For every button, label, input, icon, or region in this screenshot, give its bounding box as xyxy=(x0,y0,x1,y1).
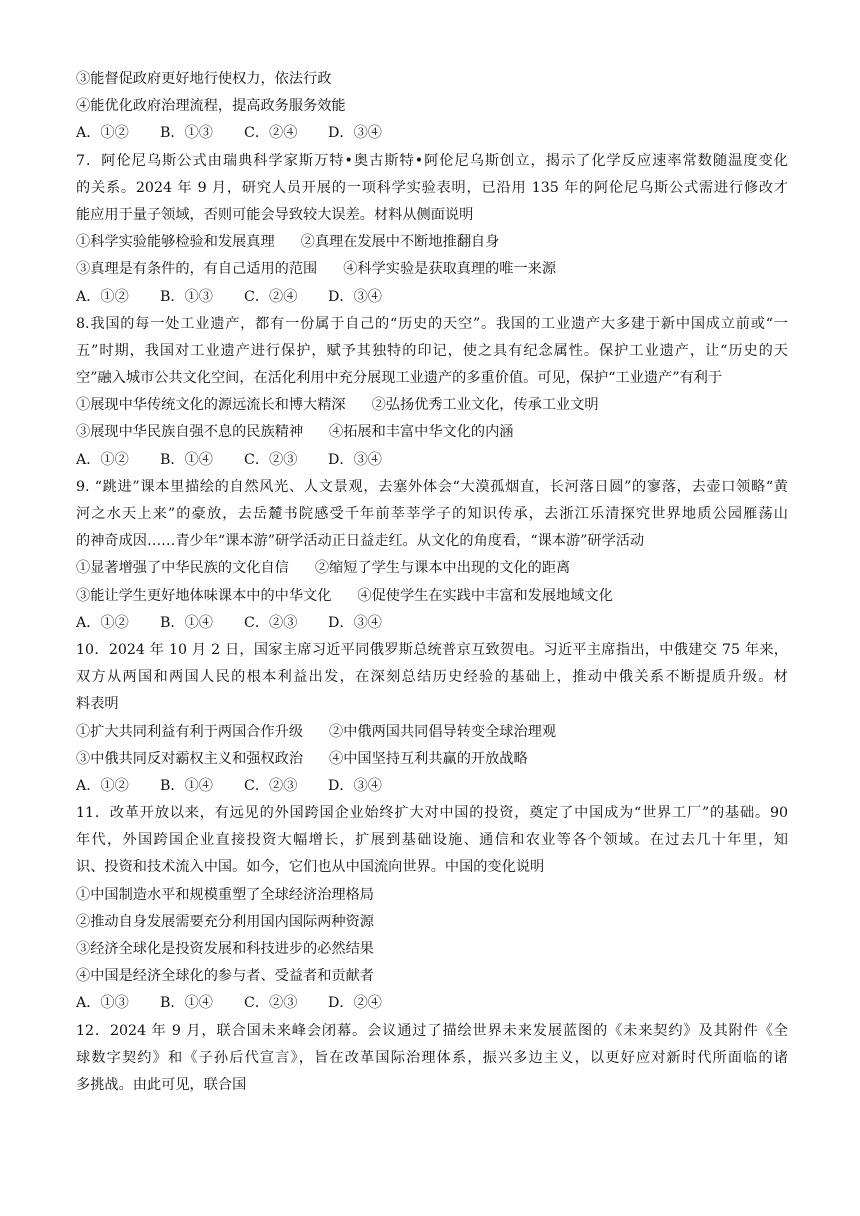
q12-stem-line-2: 球数字契约》和《子孙后代宣言》，旨在改革国际治理体系，振兴多边主义，以更好应对新时代所面临的诸 xyxy=(76,1049,788,1066)
q10-stem-line-3: 料表明 xyxy=(76,696,119,713)
q10-statements-3-4 xyxy=(76,746,788,773)
q9-stem-line-2: 河之水天上来”的豪放，去岳麓书院感受千年前莘莘学子的知识传承，去浙江乐清探究世界地质公园雁荡山 xyxy=(76,506,788,522)
q11-option-b: B．①④ xyxy=(160,995,213,1012)
q7-statement-2: ②真理在发展中不断地推翻自身 xyxy=(300,234,500,251)
q8-statement-4: ④拓展和丰富中华文化的内涵 xyxy=(329,424,514,441)
q11-statement-4: ④中国是经济全球化的参与者、受益者和贡献者 xyxy=(76,968,374,985)
q11-stem-line-3: 识、投资和技术流入中国。如今，它们也从中国流向世界。中国的变化说明 xyxy=(76,859,545,876)
q11-option-a: A．①③ xyxy=(76,995,129,1012)
q6-statement-4: ④能优化政府治理流程，提高政务服务效能 xyxy=(76,98,346,115)
q10-stem-line-1: 10．2024 年 10 月 2 日，国家主席习近平同俄罗斯总统普京互致贺电。习近平主席指出，中俄建交 75 年来， xyxy=(76,641,788,658)
q9-statement-4: ④促使学生在实践中丰富和发展地域文化 xyxy=(357,587,613,604)
q8-option-c: C．②③ xyxy=(244,451,298,468)
exam-page xyxy=(76,66,788,1099)
q8-stem-line-1: 8.我国的每一处工业遗产，都有一份属于自己的“历史的天空”。我国的工业遗产大多建于新中国成立前或“一 xyxy=(76,315,788,332)
q9-stem-line-3: 的神奇成因……青少年“课本游”研学活动正日益走红。从文化的角度看，“课本游”研学活动 xyxy=(76,533,645,550)
q6-option-b: B．①③ xyxy=(160,125,213,142)
q11-statement-3: ③经济全球化是投资发展和科技进步的必然结果 xyxy=(76,941,374,957)
q9-stem-line-1: 9. “跳进”课本里描绘的自然风光、人文景观，去塞外体会“大漠孤烟直，长河落日圆”的寥落，去壶口领略“黄 xyxy=(76,478,788,495)
q8-statement-2: ②弘扬优秀工业文化，传承工业文明 xyxy=(371,397,599,414)
q8-statement-1: ①展现中华传统文化的源远流长和博大精深 xyxy=(76,397,346,414)
q9-statements-3-4 xyxy=(76,583,788,610)
q7-option-c: C．②④ xyxy=(244,288,298,305)
q6-option-c: C．②④ xyxy=(244,125,298,142)
q7-stem-line-1: 7．阿伦尼乌斯公式由瑞典科学家斯万特•奥古斯特•阿伦尼乌斯创立，揭示了化学反应速率常数随温度变化 xyxy=(76,152,788,169)
q7-option-a: A．①② xyxy=(76,288,129,305)
q10-statement-4: ④中国坚持互利共赢的开放战略 xyxy=(329,750,528,767)
q10-option-c: C．②③ xyxy=(244,777,298,794)
q8-options xyxy=(76,447,788,474)
q7-stem-line-3: 能应用于量子领域，否则可能会导致较大误差。材料从侧面说明 xyxy=(76,206,474,223)
q9-statement-3: ③能让学生更好地体味课本中的中华文化 xyxy=(76,587,332,604)
q6-options xyxy=(76,120,788,147)
q9-option-d: D．③④ xyxy=(328,614,382,631)
q7-stem-line-2: 的关系。2024 年 9 月，研究人员开展的一项科学实验表明，已沿用 135 年的阿伦尼乌斯公式需进行修改才 xyxy=(76,179,788,196)
q8-statements-1-2 xyxy=(76,392,788,419)
q7-statement-1: ①科学实验能够检验和发展真理 xyxy=(76,234,275,251)
q11-statement-2: ②推动自身发展需要充分利用国内国际两种资源 xyxy=(76,913,374,930)
q11-option-d: D．②④ xyxy=(328,995,382,1012)
q11-stem-line-1: 11．改革开放以来，有远见的外国跨国企业始终扩大对中国的投资，奠定了中国成为“世界工厂”的基础。90 xyxy=(76,805,788,822)
q7-statements-1-2 xyxy=(76,229,788,256)
q10-stem-line-2: 双方从两国和两国人民的根本利益出发，在深刻总结历史经验的基础上，推动中俄关系不断提质升级。材 xyxy=(76,669,788,686)
q7-option-d: D．③④ xyxy=(328,288,382,305)
q9-statements-1-2 xyxy=(76,555,788,582)
q9-statement-2: ②缩短了学生与课本中出现的文化的距离 xyxy=(314,560,571,577)
q8-stem-line-3: 空”融入城市公共文化空间，在活化利用中充分展现工业遗产的多重价值。可见，保护“工业遗产”有利于 xyxy=(76,370,723,387)
q8-option-d: D．③④ xyxy=(328,451,382,468)
q8-stem-line-2: 五”时期，我国对工业遗产进行保护，赋予其独特的印记，使之具有纪念属性。保护工业遗产，让“历史的天 xyxy=(76,342,788,359)
q11-stem-line-2: 年代，外国跨国企业直接投资大幅增长，扩展到基础设施、通信和农业等各个领域。在过去几十年里，知 xyxy=(76,832,788,849)
q9-option-a: A．①② xyxy=(76,614,129,631)
q10-option-b: B．①④ xyxy=(160,777,213,794)
q9-option-c: C．②③ xyxy=(244,614,298,631)
q7-option-b: B．①③ xyxy=(160,288,213,305)
q10-statements-1-2 xyxy=(76,719,788,746)
q11-option-c: C．②③ xyxy=(244,995,298,1012)
q8-option-a: A．①② xyxy=(76,451,129,468)
q6-statement-3: ③能督促政府更好地行使权力，依法行政 xyxy=(76,71,332,87)
q10-statement-2: ②中俄两国共同倡导转变全球治理观 xyxy=(329,723,557,740)
q11-options xyxy=(76,990,788,1017)
q12-stem-line-3: 多挑战。由此可见，联合国 xyxy=(76,1076,247,1093)
q11-statement-1: ①中国制造水平和规模重塑了全球经济治理格局 xyxy=(76,886,374,903)
q8-statement-3: ③展现中华民族自强不息的民族精神 xyxy=(76,424,304,441)
q10-options xyxy=(76,773,788,800)
q9-options xyxy=(76,610,788,637)
q6-option-d: D．③④ xyxy=(328,125,382,142)
q10-statement-3: ③中俄共同反对霸权主义和强权政治 xyxy=(76,750,304,767)
q10-statement-1: ①扩大共同利益有利于两国合作升级 xyxy=(76,723,304,740)
q8-statements-3-4 xyxy=(76,419,788,446)
q6-option-a: A．①② xyxy=(76,125,129,142)
q10-option-d: D．③④ xyxy=(328,777,382,794)
q9-statement-1: ①显著增强了中华民族的文化自信 xyxy=(76,560,289,577)
q10-option-a: A．①② xyxy=(76,777,129,794)
q7-statement-3: ③真理是有条件的，有自己适用的范围 xyxy=(76,261,318,278)
q9-option-b: B．①④ xyxy=(160,614,213,631)
q8-option-b: B．①④ xyxy=(160,451,213,468)
q7-options xyxy=(76,284,788,311)
q12-stem-line-1: 12．2024 年 9 月，联合国未来峰会闭幕。会议通过了描绘世界未来发展蓝图的《未来契约》及其附件《全 xyxy=(76,1022,788,1039)
q7-statement-4: ④科学实验是获取真理的唯一来源 xyxy=(343,261,557,278)
q7-statements-3-4 xyxy=(76,256,788,283)
